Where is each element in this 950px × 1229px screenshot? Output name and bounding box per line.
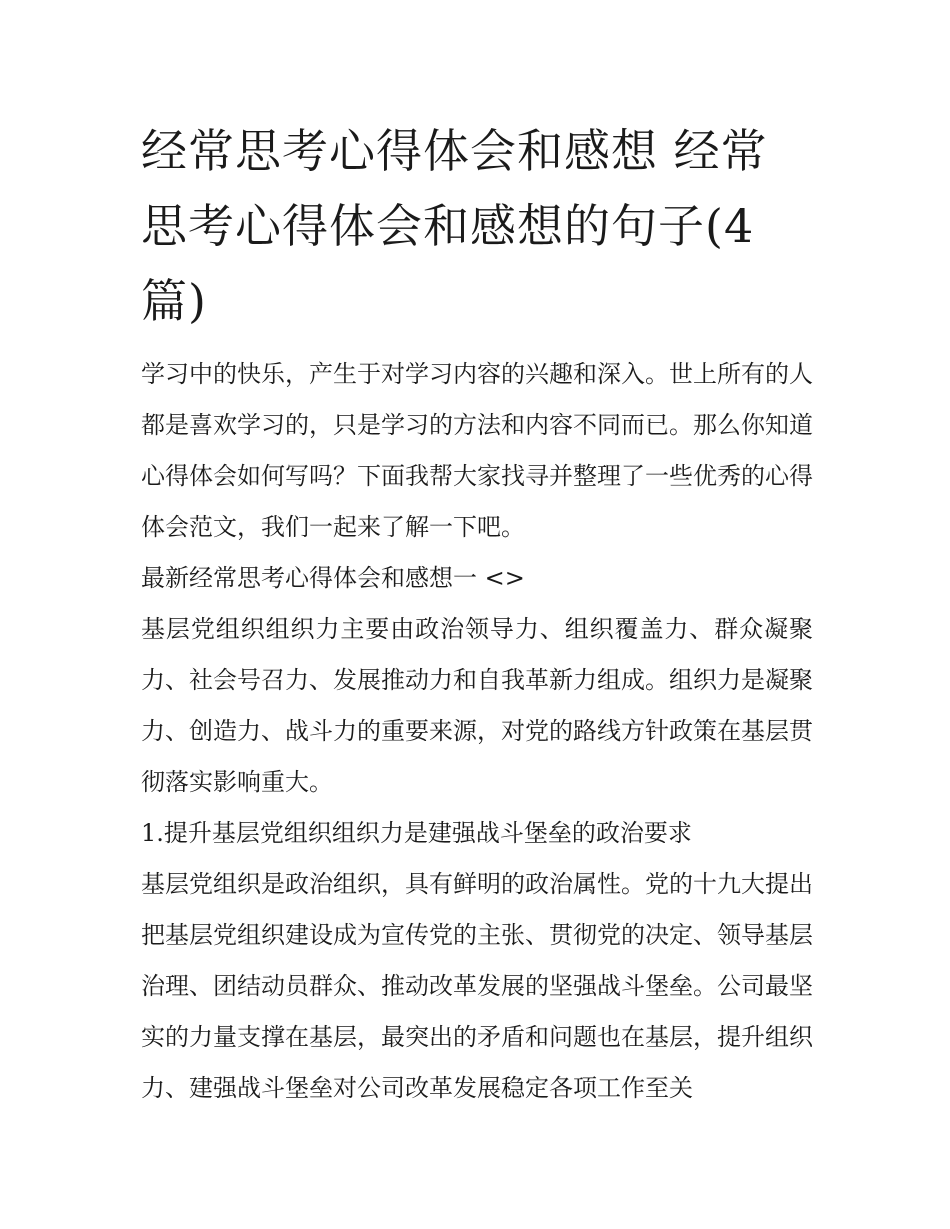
subsection-heading: 1.提升基层党组织组织力是建强战斗堡垒的政治要求	[141, 819, 692, 847]
document-title: 经常思考心得体会和感想 经常思考心得体会和感想的句子(4篇)	[141, 124, 768, 328]
section-heading: 最新经常思考心得体会和感想一 <>	[141, 564, 525, 592]
intro-paragraph: 学习中的快乐，产生于对学习内容的兴趣和深入。世上所有的人都是喜欢学习的，只是学习的方法和内容不同而已。那么你知道心得体会如何写吗？下面我帮大家找寻并整理了一些优秀的心得体会范文，我们一起来了解一下吧。	[141, 360, 813, 541]
body-paragraph: 基层党组织是政治组织，具有鲜明的政治属性。党的十九大提出把基层党组织建设成为宣传党的主张、贯彻党的决定、领导基层治理、团结动员群众、推动改革发展的坚强战斗堡垒。公司最坚实的力量支撑在基层，最突出的矛盾和问题也在基层，提升组织力、建强战斗堡垒对公司改革发展稳定各项工作至关	[141, 870, 813, 1102]
body-paragraph: 基层党组织组织力主要由政治领导力、组织覆盖力、群众凝聚力、社会号召力、发展推动力和自我革新力组成。组织力是凝聚力、创造力、战斗力的重要来源，对党的路线方针政策在基层贯彻落实影响重大。	[141, 615, 813, 796]
document-page	[141, 114, 813, 1114]
